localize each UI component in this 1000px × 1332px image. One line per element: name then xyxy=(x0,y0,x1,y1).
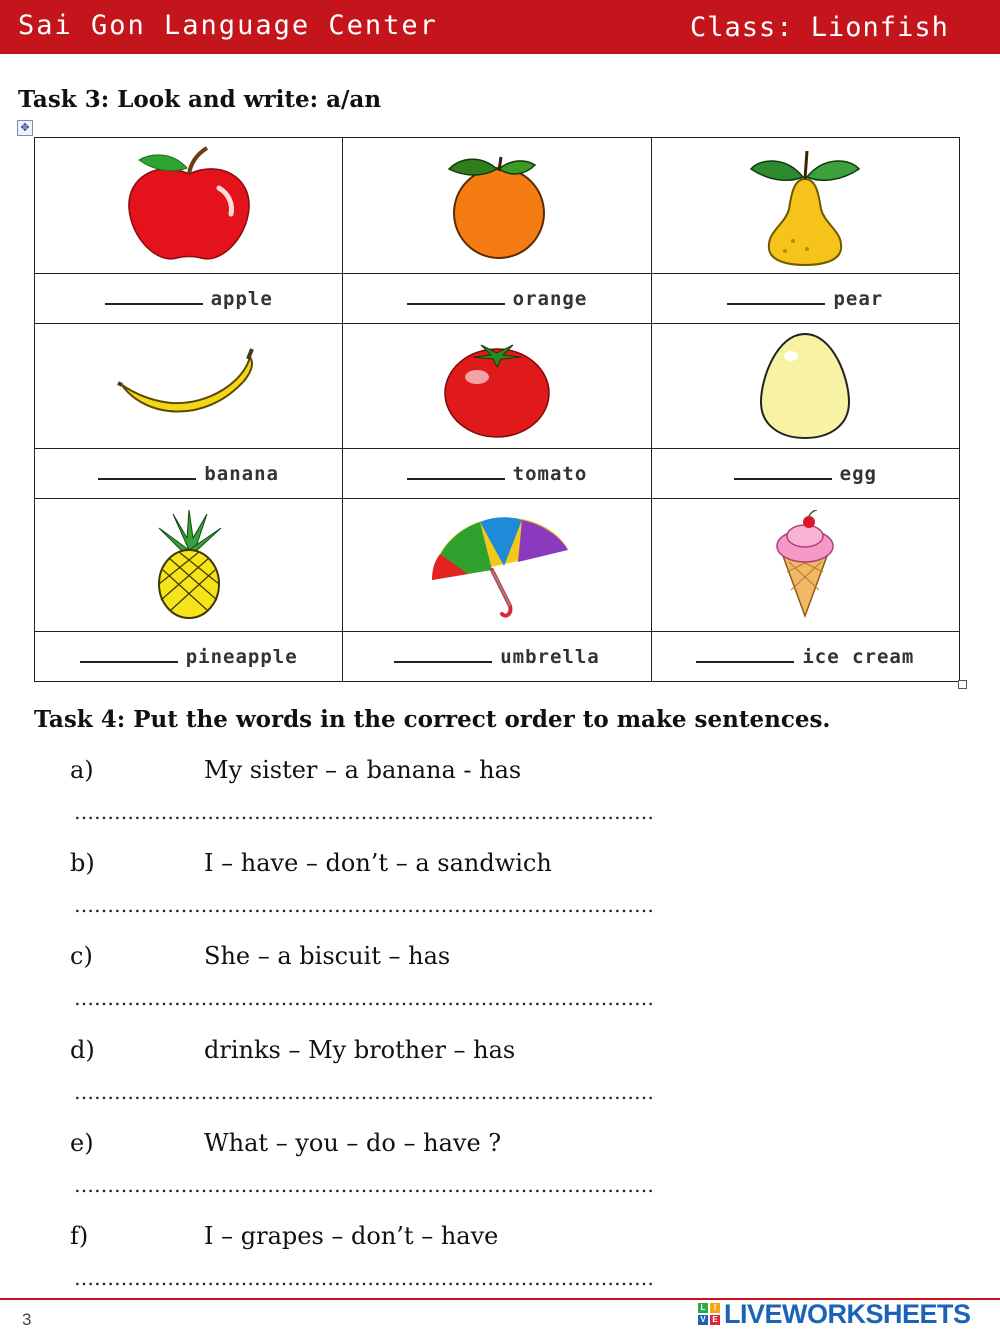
task3-table xyxy=(34,137,960,682)
ice-cream-icon xyxy=(765,510,845,620)
table-move-handle-icon[interactable]: ✥ xyxy=(17,120,33,136)
answer-line[interactable]: …………………………………………………………………………… xyxy=(74,1080,654,1104)
task3-title: Task 3: Look and write: a/an xyxy=(18,86,382,113)
blank-line[interactable] xyxy=(105,291,203,305)
label-row xyxy=(35,449,960,499)
answer-line[interactable]: …………………………………………………………………………… xyxy=(74,986,654,1010)
answer-cell[interactable] xyxy=(343,449,651,499)
blank-line[interactable] xyxy=(394,649,492,663)
answer-cell[interactable] xyxy=(35,632,343,682)
item-letter: c) xyxy=(70,942,93,970)
label-row xyxy=(35,274,960,324)
answer-cell[interactable] xyxy=(651,449,959,499)
answer-line[interactable]: …………………………………………………………………………… xyxy=(74,800,654,824)
picture-row xyxy=(35,499,960,632)
item-letter: e) xyxy=(70,1129,94,1157)
blank-line[interactable] xyxy=(727,291,825,305)
liveworksheets-logo-icon: L I V E xyxy=(698,1303,720,1325)
answer-line[interactable]: …………………………………………………………………………… xyxy=(74,1266,654,1290)
umbrella-icon xyxy=(422,510,572,620)
word-label: ice cream xyxy=(802,645,915,668)
pineapple-icon xyxy=(149,510,229,620)
answer-line[interactable]: …………………………………………………………………………… xyxy=(74,1173,654,1197)
scrambled-words: drinks – My brother – has xyxy=(204,1036,516,1064)
table-resize-handle[interactable] xyxy=(958,680,967,689)
blank-line[interactable] xyxy=(696,649,794,663)
scrambled-words: She – a biscuit – has xyxy=(204,942,451,970)
blank-line[interactable] xyxy=(80,649,178,663)
pear-icon xyxy=(745,145,865,267)
word-label: pear xyxy=(833,287,884,310)
item-letter: a) xyxy=(70,756,94,784)
item-letter: f) xyxy=(70,1222,89,1250)
egg-icon xyxy=(755,330,855,442)
blank-line[interactable] xyxy=(734,466,832,480)
answer-cell[interactable] xyxy=(35,449,343,499)
blank-line[interactable] xyxy=(98,466,196,480)
picture-cell xyxy=(35,499,343,632)
blank-line[interactable] xyxy=(407,466,505,480)
word-label: pineapple xyxy=(185,645,298,668)
picture-cell xyxy=(651,499,959,632)
picture-cell xyxy=(35,324,343,449)
brand-name: LIVEWORKSHEETS xyxy=(724,1298,971,1329)
blank-line[interactable] xyxy=(407,291,505,305)
answer-line[interactable]: …………………………………………………………………………… xyxy=(74,893,654,917)
picture-cell xyxy=(343,499,651,632)
scrambled-words: What – you – do – have ? xyxy=(204,1129,502,1157)
word-label: umbrella xyxy=(500,645,600,668)
word-label: apple xyxy=(210,287,273,310)
tomato-icon xyxy=(437,331,557,441)
picture-cell xyxy=(343,324,651,449)
picture-cell xyxy=(651,138,959,274)
picture-cell xyxy=(651,324,959,449)
answer-cell[interactable] xyxy=(343,632,651,682)
orange-icon xyxy=(437,151,557,261)
picture-cell xyxy=(343,138,651,274)
picture-cell xyxy=(35,138,343,274)
word-label: egg xyxy=(839,462,877,485)
item-letter: d) xyxy=(70,1036,95,1064)
picture-row xyxy=(35,324,960,449)
word-label: banana xyxy=(204,462,279,485)
page-number: 3 xyxy=(22,1310,32,1329)
class-name: Class: Lionfish xyxy=(690,12,949,43)
answer-cell[interactable] xyxy=(343,274,651,324)
task4-title: Task 4: Put the words in the correct order to make sentences. xyxy=(34,706,831,733)
apple-icon xyxy=(119,146,259,266)
picture-row xyxy=(35,138,960,274)
banana-icon xyxy=(114,341,264,431)
answer-cell[interactable] xyxy=(651,632,959,682)
scrambled-words: I – have – don’t – a sandwich xyxy=(204,849,552,877)
word-label: orange xyxy=(512,287,588,310)
brand-watermark[interactable] xyxy=(698,1298,971,1330)
item-letter: b) xyxy=(70,849,95,877)
scrambled-words: My sister – a banana - has xyxy=(204,756,522,784)
answer-cell[interactable] xyxy=(651,274,959,324)
header-bar xyxy=(0,0,1000,54)
label-row xyxy=(35,632,960,682)
word-label: tomato xyxy=(512,462,588,485)
scrambled-words: I – grapes – don’t – have xyxy=(204,1222,499,1250)
school-name: Sai Gon Language Center xyxy=(18,10,438,41)
answer-cell[interactable] xyxy=(35,274,343,324)
